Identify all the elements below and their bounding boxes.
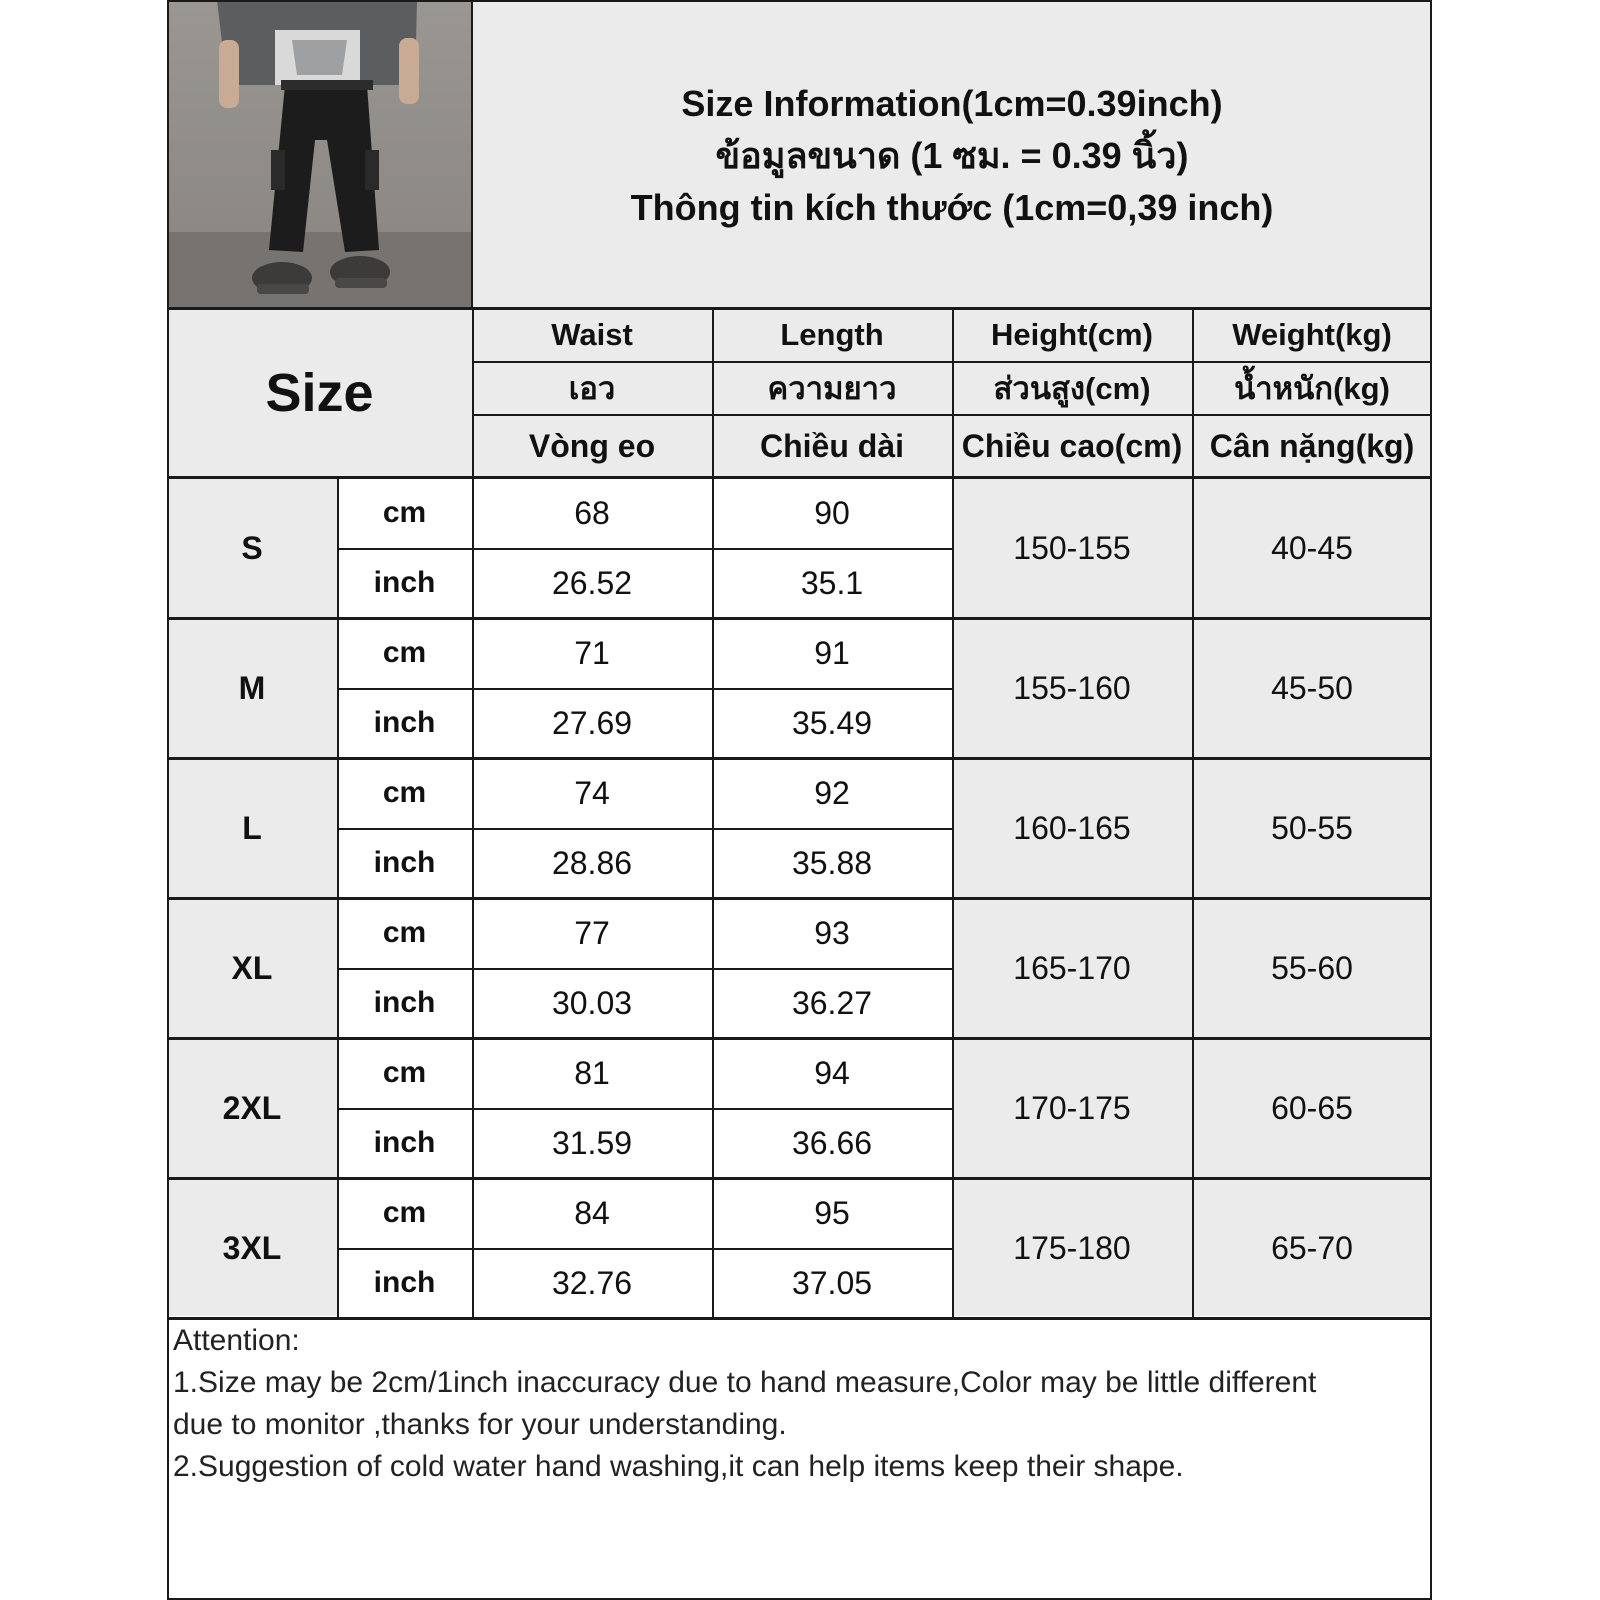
waist-cm-value: 81	[472, 1038, 712, 1108]
horizontal-rule	[167, 897, 1432, 900]
size-label-xl: XL	[167, 898, 337, 1038]
length-inch-value: 36.27	[712, 968, 952, 1038]
model-wearing-black-cargo-pants-photo	[167, 0, 472, 308]
column-header-vi: Chiều dài	[712, 414, 952, 478]
size-label-s: S	[167, 478, 337, 618]
length-cm-value: 92	[712, 758, 952, 828]
waist-cm-value: 74	[472, 758, 712, 828]
vertical-rule	[712, 478, 714, 1318]
vertical-rule	[471, 0, 473, 308]
product-photo	[167, 0, 472, 308]
weight-range-value: 45-50	[1192, 618, 1432, 758]
length-inch-value: 35.1	[712, 548, 952, 618]
unit-label-cm: cm	[337, 1038, 472, 1108]
horizontal-rule	[337, 828, 952, 830]
size-chart-sheet	[167, 0, 1432, 1600]
waist-cm-value: 77	[472, 898, 712, 968]
unit-label-inch: inch	[337, 548, 472, 618]
horizontal-rule	[167, 757, 1432, 760]
size-label-2xl: 2XL	[167, 1038, 337, 1178]
column-header-th: น้ำหนัก(kg)	[1192, 361, 1432, 414]
vertical-rule	[952, 478, 954, 1318]
weight-range-value: 50-55	[1192, 758, 1432, 898]
length-cm-value: 90	[712, 478, 952, 548]
horizontal-rule	[167, 617, 1432, 620]
size-information-title	[472, 0, 1432, 308]
waist-cm-value: 68	[472, 478, 712, 548]
unit-label-inch: inch	[337, 828, 472, 898]
column-header-vi: Chiều cao(cm)	[952, 414, 1192, 478]
waist-inch-value: 30.03	[472, 968, 712, 1038]
column-header-en: Length	[712, 308, 952, 361]
horizontal-rule	[167, 1317, 1432, 1320]
vertical-rule	[1430, 0, 1432, 1600]
attention-note-2: 2.Suggestion of cold water hand washing,it can help items keep their shape.	[173, 1450, 1184, 1483]
vertical-rule	[472, 308, 474, 478]
waist-cm-value: 84	[472, 1178, 712, 1248]
height-range-value: 170-175	[952, 1038, 1192, 1178]
vertical-rule	[1192, 478, 1194, 1318]
horizontal-rule	[167, 476, 1432, 479]
column-header-en: Weight(kg)	[1192, 308, 1432, 361]
length-inch-value: 35.88	[712, 828, 952, 898]
horizontal-rule	[167, 1177, 1432, 1180]
column-header-th: ส่วนสูง(cm)	[952, 361, 1192, 414]
vertical-rule	[472, 478, 474, 1318]
size-header: Size	[167, 308, 472, 478]
waist-inch-value: 28.86	[472, 828, 712, 898]
unit-label-inch: inch	[337, 688, 472, 758]
height-range-value: 175-180	[952, 1178, 1192, 1318]
unit-label-inch: inch	[337, 968, 472, 1038]
size-label-3xl: 3XL	[167, 1178, 337, 1318]
size-label-m: M	[167, 618, 337, 758]
column-header-en: Waist	[472, 308, 712, 361]
unit-label-inch: inch	[337, 1248, 472, 1318]
horizontal-rule	[337, 1108, 952, 1110]
attention-note-1-continued: due to monitor ,thanks for your understanding.	[173, 1408, 787, 1441]
waist-cm-value: 71	[472, 618, 712, 688]
horizontal-rule	[337, 968, 952, 970]
unit-label-cm: cm	[337, 618, 472, 688]
column-header-vi: Cân nặng(kg)	[1192, 414, 1432, 478]
height-range-value: 155-160	[952, 618, 1192, 758]
unit-label-cm: cm	[337, 478, 472, 548]
horizontal-rule	[337, 1248, 952, 1250]
waist-inch-value: 32.76	[472, 1248, 712, 1318]
length-inch-value: 36.66	[712, 1108, 952, 1178]
height-range-value: 160-165	[952, 758, 1192, 898]
waist-inch-value: 26.52	[472, 548, 712, 618]
column-header-en: Height(cm)	[952, 308, 1192, 361]
size-label-l: L	[167, 758, 337, 898]
unit-label-inch: inch	[337, 1108, 472, 1178]
length-cm-value: 93	[712, 898, 952, 968]
length-cm-value: 91	[712, 618, 952, 688]
length-inch-value: 37.05	[712, 1248, 952, 1318]
height-range-value: 150-155	[952, 478, 1192, 618]
length-cm-value: 95	[712, 1178, 952, 1248]
attention-note-1: 1.Size may be 2cm/1inch inaccuracy due to hand measure,Color may be little different	[173, 1366, 1317, 1399]
unit-label-cm: cm	[337, 898, 472, 968]
title-line-thai: ข้อมูลขนาด (1 ซม. = 0.39 นิ้ว)	[715, 135, 1189, 176]
waist-inch-value: 27.69	[472, 688, 712, 758]
attention-heading: Attention:	[173, 1324, 300, 1357]
vertical-rule	[952, 308, 954, 478]
length-cm-value: 94	[712, 1038, 952, 1108]
length-inch-value: 35.49	[712, 688, 952, 758]
vertical-rule	[337, 478, 339, 1318]
horizontal-rule	[167, 0, 1432, 2]
weight-range-value: 65-70	[1192, 1178, 1432, 1318]
unit-label-cm: cm	[337, 1178, 472, 1248]
horizontal-rule	[337, 688, 952, 690]
weight-range-value: 60-65	[1192, 1038, 1432, 1178]
vertical-rule	[1192, 308, 1194, 478]
column-header-vi: Vòng eo	[472, 414, 712, 478]
weight-range-value: 40-45	[1192, 478, 1432, 618]
horizontal-rule	[167, 307, 1432, 310]
title-line-english: Size Information(1cm=0.39inch)	[681, 83, 1223, 124]
vertical-rule	[167, 0, 169, 1600]
column-header-th: ความยาว	[712, 361, 952, 414]
attention-notes	[167, 1316, 1432, 1600]
weight-range-value: 55-60	[1192, 898, 1432, 1038]
height-range-value: 165-170	[952, 898, 1192, 1038]
vertical-rule	[712, 308, 714, 478]
title-line-vietnamese: Thông tin kích thước (1cm=0,39 inch)	[630, 187, 1274, 228]
unit-label-cm: cm	[337, 758, 472, 828]
column-header-th: เอว	[472, 361, 712, 414]
waist-inch-value: 31.59	[472, 1108, 712, 1178]
horizontal-rule	[167, 1037, 1432, 1040]
horizontal-rule	[337, 548, 952, 550]
